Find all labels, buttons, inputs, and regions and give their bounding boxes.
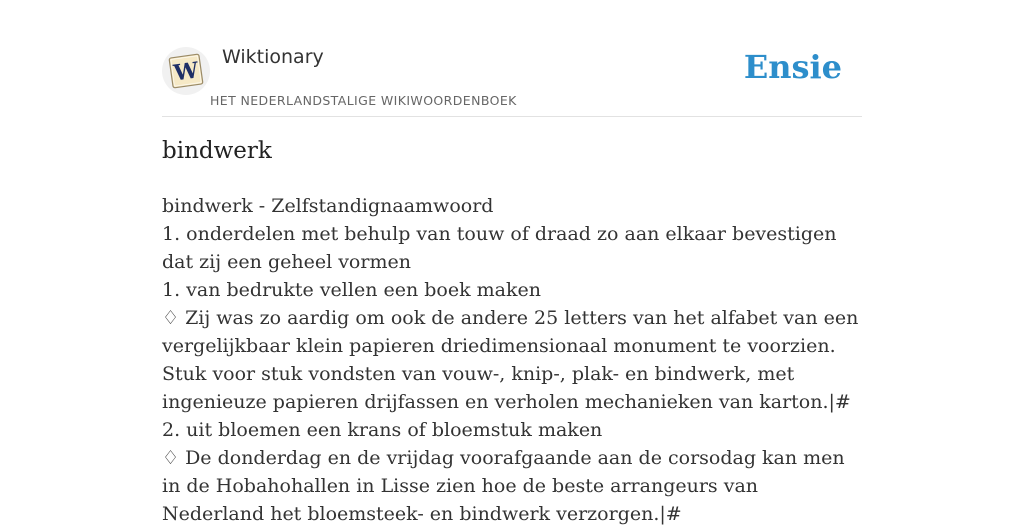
wiktionary-logo-icon[interactable]: [162, 47, 210, 95]
entry-line-definition-2: 2. uit bloemen een krans of bloemstuk maken: [162, 419, 603, 441]
entry-line-definition-1: 1. onderdelen met behulp van touw of draad zo aan elkaar bevestigen dat zij een geheel vormen: [162, 223, 837, 273]
logo-letter: W: [172, 57, 201, 87]
entry-line-definition-1-sub: 1. van bedrukte vellen een boek maken: [162, 279, 541, 301]
entry-line-example-1: ♢ Zij was zo aardig om ook de andere 25 letters van het alfabet van een vergelijkbaar klein papieren driedimensionaal monument te voorzien. Stuk voor stuk vondsten van vouw-, knip-, plak- en bindwerk, met ingenieuze papieren drijfassen en verholen mechanieken van karton.|#: [162, 307, 859, 413]
entry-line-example-2: ♢ De donderdag en de vrijdag voorafgaande aan de corsodag kan men in de Hobahohallen in Lisse zien hoe de beste arrangeurs van Nederland het bloemsteek- en bindwerk verzorgen.|#: [162, 447, 845, 525]
page-title: bindwerk: [162, 138, 272, 164]
site-header: [162, 40, 862, 117]
entry-content: [162, 192, 862, 528]
site-subtitle: HET NEDERLANDSTALIGE WIKIWOORDENBOEK: [210, 93, 517, 108]
ensie-brand-link[interactable]: Ensie: [743, 48, 842, 86]
entry-line-heading: bindwerk - Zelfstandignaamwoord: [162, 195, 494, 217]
logo-tile-graphic: [162, 47, 210, 95]
site-name[interactable]: Wiktionary: [222, 46, 324, 68]
